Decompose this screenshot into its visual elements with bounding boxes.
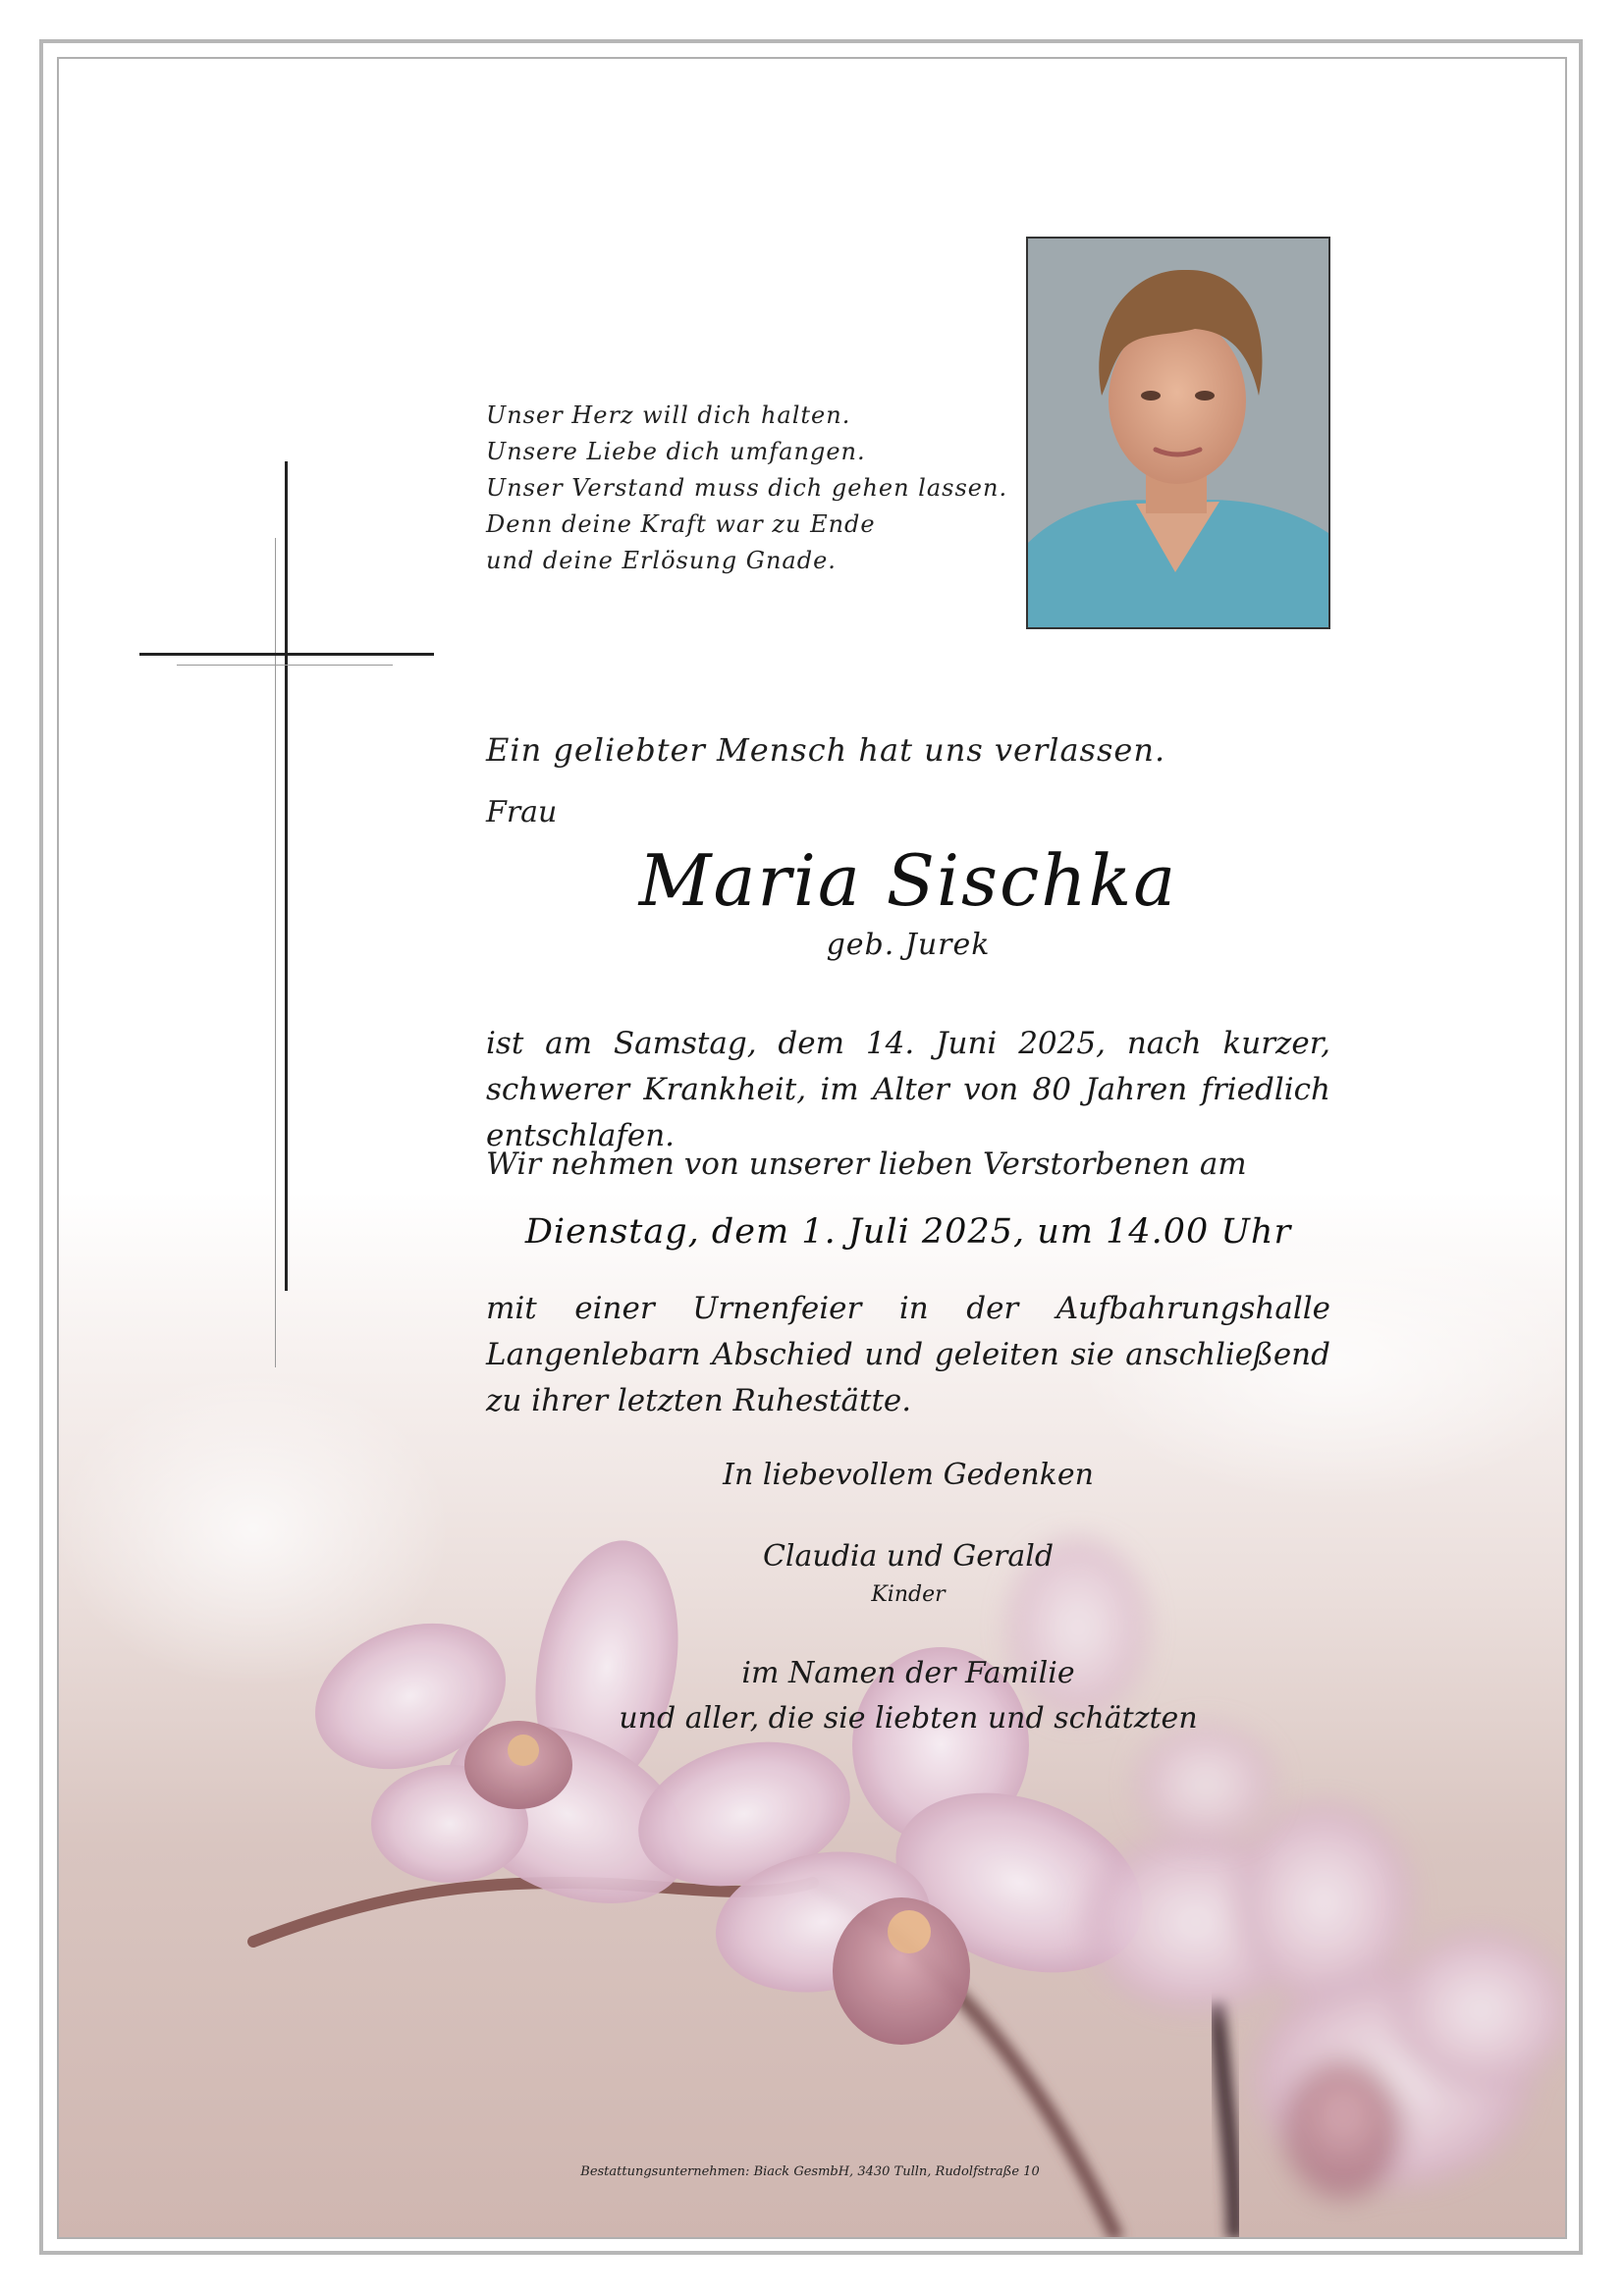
poem-line: Unser Herz will dich halten. xyxy=(486,401,851,429)
funeral-home-footer: Bestattungsunternehmen: Biack GesmbH, 3430 Tulln, Rudolfstraße 10 xyxy=(580,2164,1040,2179)
poem-line: Denn deine Kraft war zu Ende xyxy=(486,510,876,538)
cross-horizontal-bar xyxy=(139,653,434,656)
salutation: Frau xyxy=(486,795,558,829)
death-notice: ist am Samstag, dem 14. Juni 2025, nach kurzer, schwerer Krankheit, im Alter von 80 Jahren friedlich entschlafen. xyxy=(486,1026,1330,1153)
farewell-intro: Wir nehmen von unserer lieben Verstorbenen am xyxy=(486,1147,1247,1182)
deceased-name: Maria Sischka xyxy=(638,839,1178,922)
family-lines xyxy=(486,1651,1330,1741)
ceremony-datetime: Dienstag, dem 1. Juli 2025, um 14.00 Uhr xyxy=(524,1212,1292,1252)
closing-phrase: In liebevollem Gedenken xyxy=(723,1458,1094,1492)
family-line: im Namen der Familie xyxy=(741,1656,1075,1690)
family-line: und aller, die sie liebten und schätzten xyxy=(619,1701,1198,1735)
portrait-image xyxy=(1028,239,1328,627)
poem xyxy=(486,398,1007,579)
cross-shadow-horizontal xyxy=(177,665,393,666)
maiden-name: geb. Jurek xyxy=(826,928,991,962)
cross-vertical-bar xyxy=(285,461,288,1291)
intro-text: Ein geliebter Mensch hat uns verlassen. xyxy=(486,731,1166,769)
cross-shadow-vertical xyxy=(275,538,276,1367)
urn-ceremony-text: mit einer Urnenfeier in der Aufbahrungshalle Langenlebarn Abschied und geleiten sie anschließend zu ihrer letzten Ruhestätte. xyxy=(486,1291,1330,1418)
portrait-photo xyxy=(1026,237,1330,629)
poem-line: Unsere Liebe dich umfangen. xyxy=(486,438,866,465)
signers: Claudia und Gerald xyxy=(762,1539,1055,1574)
poem-line: und deine Erlösung Gnade. xyxy=(486,547,837,574)
signers-relation: Kinder xyxy=(871,1582,946,1607)
poem-line: Unser Verstand muss dich gehen lassen. xyxy=(486,474,1008,502)
